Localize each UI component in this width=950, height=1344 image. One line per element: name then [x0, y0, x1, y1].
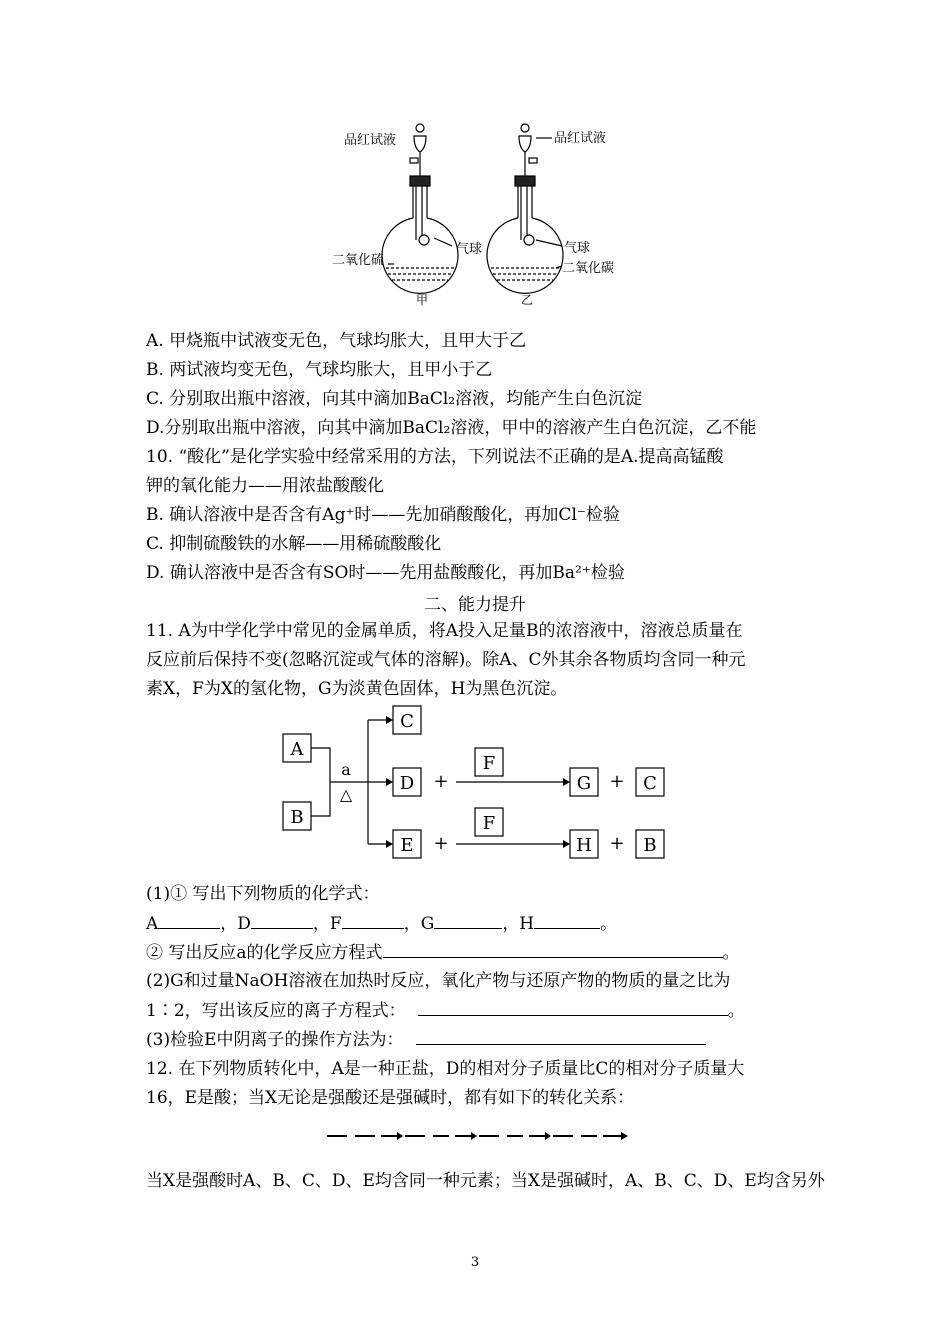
section-title: 二、能力提升	[424, 595, 526, 615]
q9-option-b: B. 两试液均变无色，气球均胀大，且甲小于乙	[146, 360, 493, 380]
flow-label-b2: B	[643, 835, 657, 856]
flow-label-f2: F	[482, 813, 496, 834]
blank-anion-test[interactable]	[416, 1028, 706, 1045]
left-reagent-label: 品红试液	[344, 133, 397, 148]
flow-plus-1: +	[433, 771, 449, 792]
flow-label-c: C	[400, 711, 414, 732]
blank-h[interactable]	[534, 912, 600, 929]
right-reagent-label: 品红试液	[554, 131, 607, 146]
q11-line2: 反应前后保持不变(忽略沉淀或气体的溶解)。除A、C外其余各物质均含同一种元	[146, 650, 746, 670]
flow-plus-3: +	[609, 771, 625, 792]
q11-sub3-line1: (2)G和过量NaOH溶液在加热时反应，氧化产物与还原产物的物质的量之比为	[146, 971, 731, 991]
q10-stem-line2: 钾的氧化能力——用浓盐酸酸化	[146, 476, 384, 496]
flow-label-f1: F	[482, 753, 496, 774]
conversion-arrow-chain	[325, 1128, 635, 1144]
flow-reaction-a: a	[341, 760, 351, 779]
q11-sub3-line2: 1∶2，写出该反应的离子方程式： 。	[146, 1001, 745, 1021]
blank-d[interactable]	[251, 912, 313, 929]
flow-heat-symbol: △	[339, 785, 353, 804]
q11-line3: 素X，F为X的氢化物，G为淡黄色固体，H为黑色沉淀。	[146, 679, 568, 699]
blank-equation-a[interactable]	[383, 941, 723, 958]
right-gas-label: 二氧化碳	[562, 261, 615, 276]
q11-sub1: (1)① 写出下列物质的化学式：	[146, 884, 380, 904]
blank-f[interactable]	[342, 912, 404, 929]
q9-option-c: C. 分别取出瓶中溶液，向其中滴加BaCl₂溶液，均能产生白色沉淀	[146, 389, 643, 409]
q11-sub2: ② 写出反应a的化学反应方程式 。	[146, 943, 740, 963]
flow-label-e: E	[400, 835, 414, 856]
q9-option-a: A. 甲烧瓶中试液变无色，气球均胀大，且甲大于乙	[146, 331, 527, 351]
left-balloon-label: 气球	[456, 242, 483, 257]
q10-stem-line1: 10. “酸化”是化学实验中经常采用的方法，下列说法不正确的是A.提高高锰酸	[146, 447, 724, 467]
left-caption: 甲	[416, 293, 429, 307]
flow-label-d: D	[399, 773, 415, 794]
flask-left	[382, 124, 458, 293]
q10-option-d: D. 确认溶液中是否含有SO时——先用盐酸酸化，再加Ba²⁺检验	[146, 563, 625, 583]
blank-a[interactable]	[158, 912, 220, 929]
flow-plus-4: +	[609, 833, 625, 854]
q10-option-b: B. 确认溶液中是否含有Ag⁺时——先加硝酸酸化，再加Cl⁻检验	[146, 505, 620, 525]
right-caption: 乙	[521, 293, 534, 307]
flask-right	[487, 124, 563, 293]
q11-sub4: (3)检验E中阴离子的操作方法为：	[146, 1028, 706, 1051]
q11-line1: 11. A为中学化学中常见的金属单质，将A投入足量B的浓溶液中，溶液总质量在	[146, 621, 743, 641]
q10-option-c: C. 抑制硫酸铁的水解——用稀硫酸酸化	[146, 534, 442, 554]
flow-label-b: B	[290, 807, 304, 828]
flow-label-g: G	[576, 773, 592, 794]
right-balloon-label: 气球	[564, 241, 591, 256]
flask-apparatus-figure	[330, 118, 630, 308]
blank-g[interactable]	[434, 912, 502, 929]
reaction-flow-diagram	[278, 702, 678, 867]
q12-line1: 12. 在下列物质转化中，A是一种正盐，D的相对分子质量比C的相对分子质量大	[146, 1059, 745, 1079]
flow-label-h: H	[576, 835, 592, 856]
flow-label-a: A	[290, 739, 304, 760]
q12-line3: 当X是强酸时A、B、C、D、E均含同一种元素；当X是强碱时，A、B、C、D、E均含另外	[146, 1171, 825, 1191]
left-gas-label: 二氧化硫	[332, 253, 385, 268]
flow-plus-2: +	[433, 833, 449, 854]
flow-label-c2: C	[643, 773, 657, 794]
page-number: 3	[470, 1255, 480, 1270]
blank-ionic-equation[interactable]	[418, 999, 728, 1016]
q9-option-d: D.分别取出瓶中溶液，向其中滴加BaCl₂溶液，甲中的溶液产生白色沉淀，乙不能	[146, 418, 757, 438]
q11-formula-blanks: A ，D ，F ，G ，H 。	[146, 914, 618, 934]
q12-line2: 16，E是酸；当X无论是强酸还是强碱时，都有如下的转化关系：	[146, 1088, 635, 1108]
